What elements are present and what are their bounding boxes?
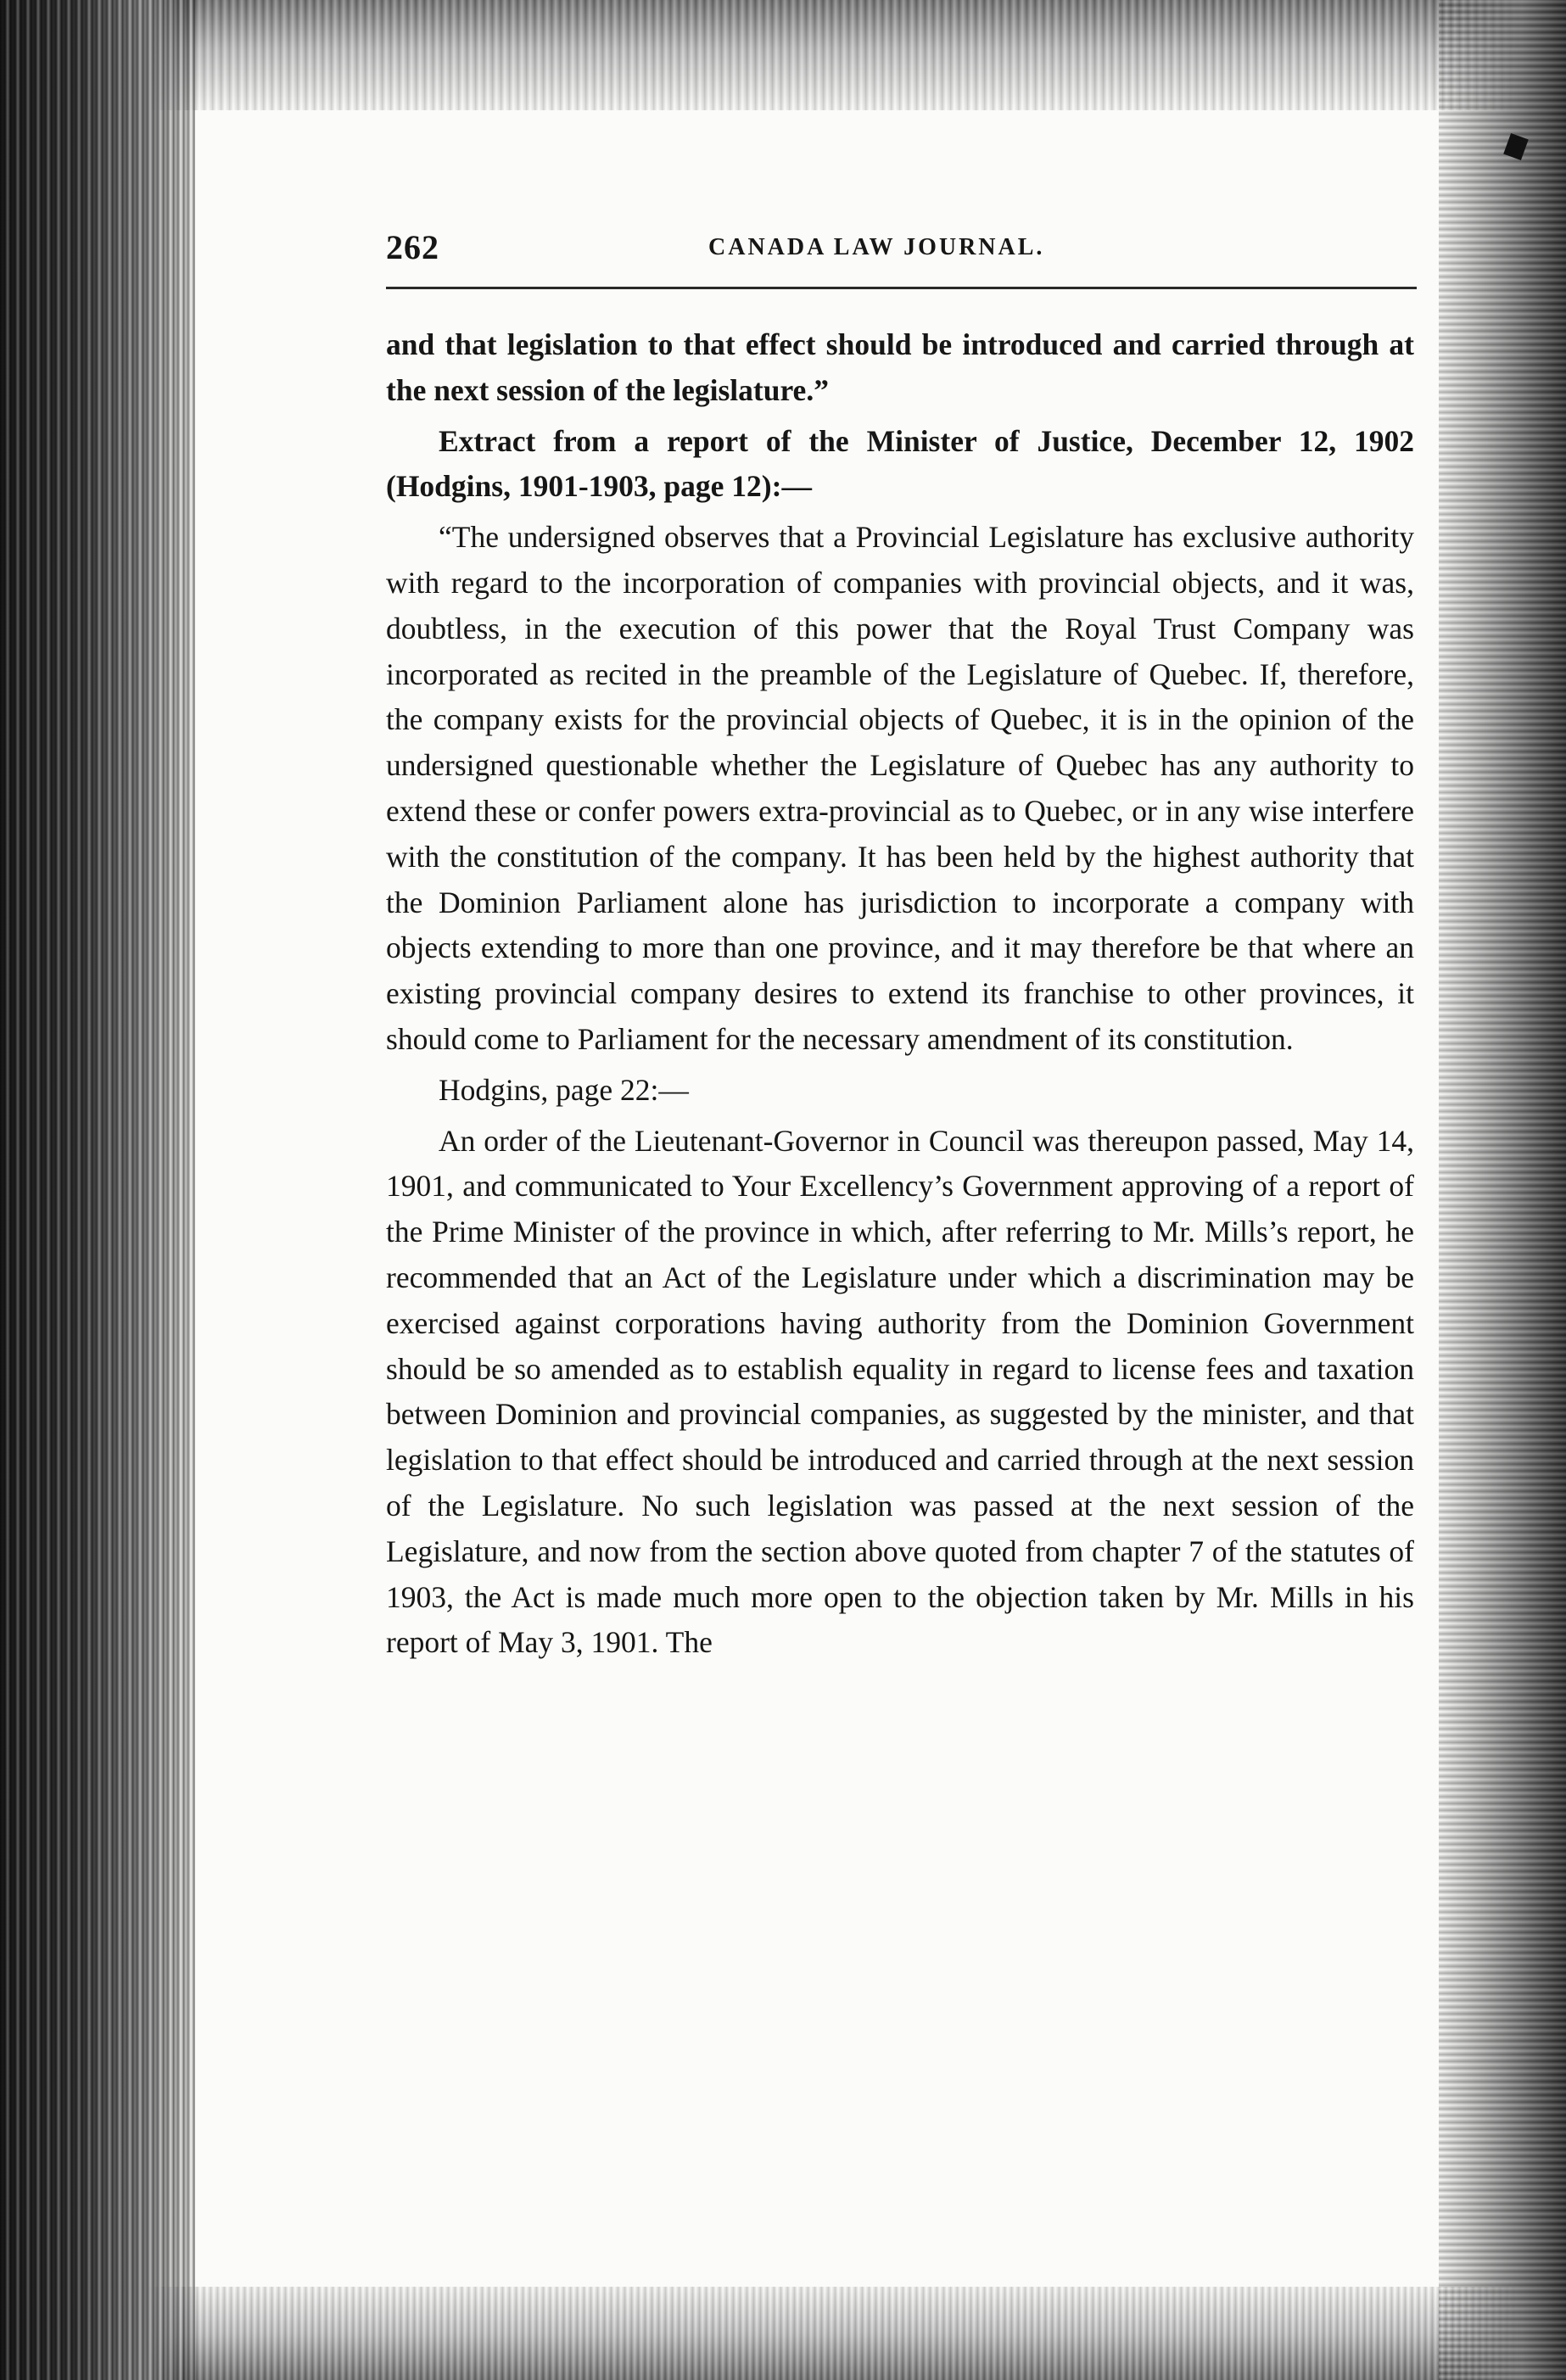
- scan-shadow-top: [0, 0, 1566, 110]
- paragraph-hodgins-ref: Hodgins, page 22:—: [439, 1072, 689, 1107]
- journal-title: CANADA LAW JOURNAL.: [708, 234, 1045, 260]
- paragraph-quotation: “The undersigned observes that a Provincial Legislature has exclusive authority with regard to the incorporation of companies with provincial objects, and it was, doubtless, in the execution of this power that the Royal Trust Company was incorporated as recited in the preamble of the Legislature of Quebec. If, therefore, the company exists for the provincial objects of Quebec, it is in the opinion of the undersigned questionable whether the Legislature of Quebec has any authority to extend these or confer powers extra-provincial as to Quebec, or in any wise interfere with the constitution of the company. It has been held by the highest authority that the Dominion Parliament alone has jurisdiction to incorporate a company with objects extending to more than one province, and it may therefore be that where an existing provincial company desires to extend its franchise to other provinces, it should come to Parliament for the necessary amendment of its constitution.: [386, 520, 1414, 1056]
- page-number: 262: [386, 228, 439, 266]
- paragraph-continuation: and that legislation to that effect should be introduced and carried through at the next session of the legislature.”: [386, 327, 1414, 407]
- paragraph-order-in-council: An order of the Lieutenant-Governor in Council was thereupon passed, May 14, 1901, and communicated to Your Excellency’s Government approving of a report of the Prime Minister of the province in which, after referring to Mr. Mills’s report, he recommended that an Act of the Legislature under which a discrimination may be exercised against corporations having authority from the Dominion Government should be so amended as to establish equality in regard to license fees and taxation between Dominion and provincial companies, as suggested by the minister, and that legislation to that effect should be introduced and carried through at the next session of the Legislature. No such legislation was passed at the next session of the Legislature, and now from the section above quoted from chapter 7 of the statutes of 1903, the Act is made much more open to the objection taken by Mr. Mills in his report of May 3, 1901. The: [386, 1123, 1414, 1660]
- header-rule: [386, 287, 1417, 289]
- binding-edge-left: [0, 0, 195, 2380]
- body-text: [386, 322, 1414, 1666]
- paragraph-extract-intro: Extract from a report of the Minister of Justice, December 12, 1902 (Hodgins, 1901-1903, page 12):—: [386, 423, 1414, 504]
- scan-shadow-bottom: [0, 2287, 1566, 2380]
- running-header: [386, 227, 1417, 271]
- scan-shadow-right: [1439, 0, 1566, 2380]
